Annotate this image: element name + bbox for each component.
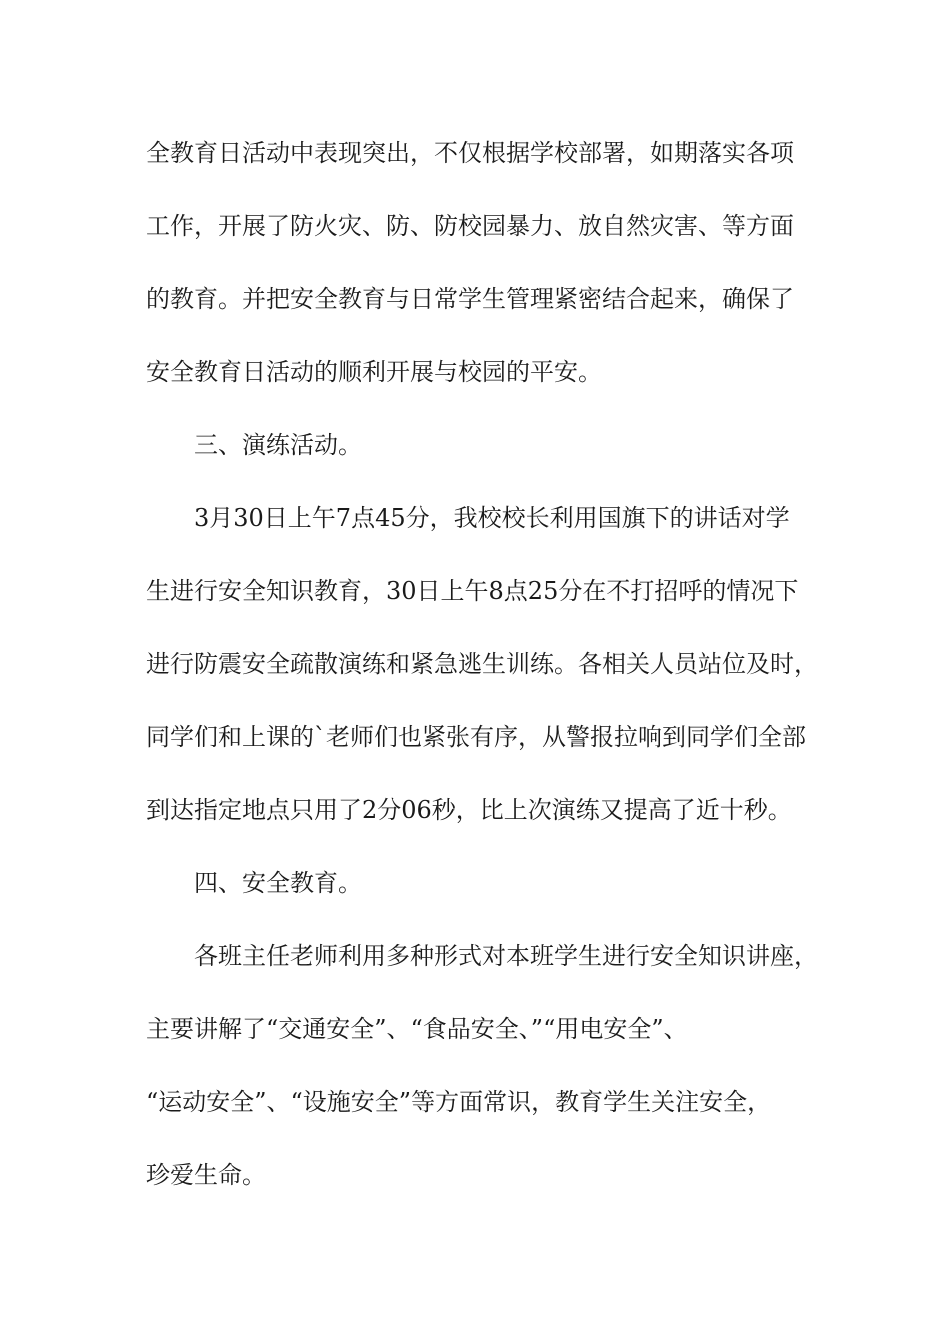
paragraph-line: 3月30日上午7点45分，我校校长利用国旗下的讲话对学	[194, 504, 790, 532]
paragraph-line: 生进行安全知识教育，30日上午8点25分在不打招呼的情况下	[146, 577, 799, 605]
paragraph-line: 珍爱生命。	[146, 1161, 266, 1189]
section-heading: 三、演练活动。	[194, 431, 362, 459]
paragraph-line: 同学们和上课的`老师们也紧张有序，从警报拉响到同学们全部	[146, 723, 806, 751]
paragraph-line: 各班主任老师利用多种形式对本班学生进行安全知识讲座，	[194, 942, 818, 970]
document-body	[146, 128, 818, 1223]
paragraph-line: 到达指定地点只用了2分06秒，比上次演练又提高了近十秒。	[146, 796, 792, 824]
paragraph-line: 工作，开展了防火灾、防、防校园暴力、放自然灾害、等方面	[146, 212, 794, 240]
paragraph-line: 全教育日活动中表现突出，不仅根据学校部署，如期落实各项	[146, 139, 794, 167]
paragraph-line: 主要讲解了“交通安全”、“食品安全、”“用电安全”、	[146, 1015, 688, 1043]
section-heading: 四、安全教育。	[194, 869, 362, 897]
paragraph-line: 安全教育日活动的顺利开展与校园的平安。	[146, 358, 602, 386]
paragraph-line: 进行防震安全疏散演练和紧急逃生训练。各相关人员站位及时，	[146, 650, 818, 678]
paragraph-line: 的教育。并把安全教育与日常学生管理紧密结合起来，确保了	[146, 285, 794, 313]
paragraph-line: “运动安全”、“设施安全”等方面常识，教育学生关注安全，	[146, 1088, 772, 1116]
